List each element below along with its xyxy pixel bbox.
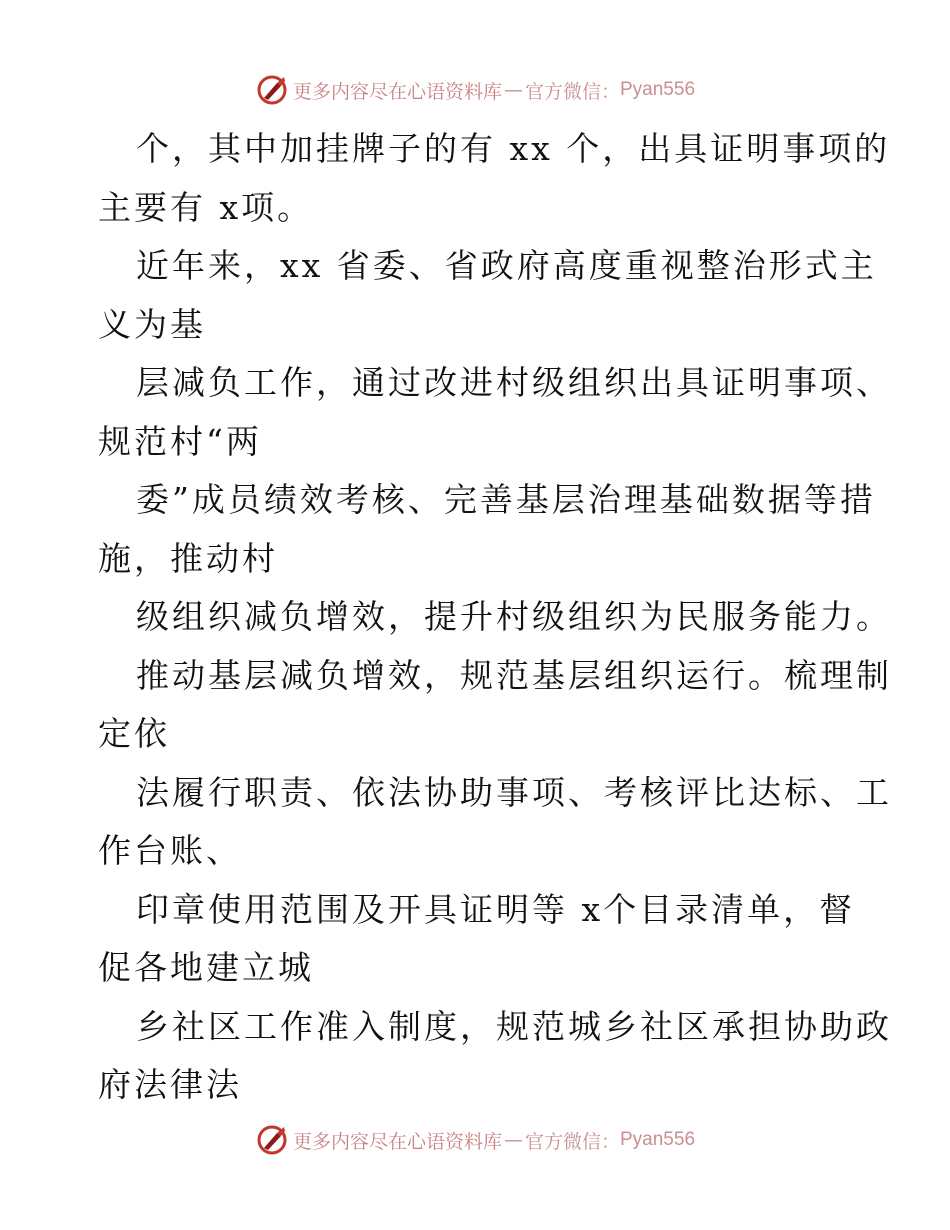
text-line: 层减负工作，通过改进村级组织出具证明事项、 (136, 363, 892, 402)
watermark-label: 官方微信： (524, 1130, 620, 1153)
text-line: 印章使用范围及开具证明等 x个目录清单，督 (136, 889, 856, 929)
text-line: 施，推动村 (98, 538, 278, 578)
quill-logo-icon (255, 1123, 289, 1157)
watermark-dash: — (503, 1129, 523, 1151)
text-line: 推动基层减负增效，规范基层组织运行。梳理制 (136, 655, 892, 695)
text-line: 定依 (98, 714, 170, 753)
text-line: 义为基 (98, 304, 206, 344)
text-line: 主要有 x项。 (98, 187, 314, 227)
watermark-id: Pyan556 (620, 1129, 696, 1150)
text-line: 乡社区工作准入制度，规范城乡社区承担协助政 (136, 1006, 892, 1046)
watermark-id: Pyan556 (620, 79, 696, 100)
text-line: 府法律法 (98, 1065, 242, 1104)
footer-watermark (0, 1120, 950, 1160)
text-line: 作台账、 (98, 831, 242, 870)
watermark-main-text: 更多内容尽在心语资料库 (292, 80, 502, 103)
text-line: 法履行职责、依法协助事项、考核评比达标、工 (136, 772, 892, 812)
text-line: 委”成员绩效考核、完善基层治理基础数据等措 (136, 480, 876, 519)
text-line: 近年来，xx 省委、省政府高度重视整治形式主 (136, 246, 877, 285)
watermark-label: 官方微信： (524, 80, 620, 103)
watermark-dash: — (503, 79, 523, 101)
text-line: 促各地建立城 (98, 948, 314, 987)
header-watermark (0, 70, 950, 110)
watermark-main-text: 更多内容尽在心语资料库 (292, 1130, 502, 1153)
text-line: 级组织减负增效，提升村级组织为民服务能力。 (136, 597, 892, 636)
quill-logo-icon (255, 73, 289, 107)
text-line: 个，其中加挂牌子的有 xx 个，出具证明事项的 (136, 129, 891, 168)
document-body (98, 120, 892, 1115)
text-line: 规范村“两 (98, 421, 262, 461)
